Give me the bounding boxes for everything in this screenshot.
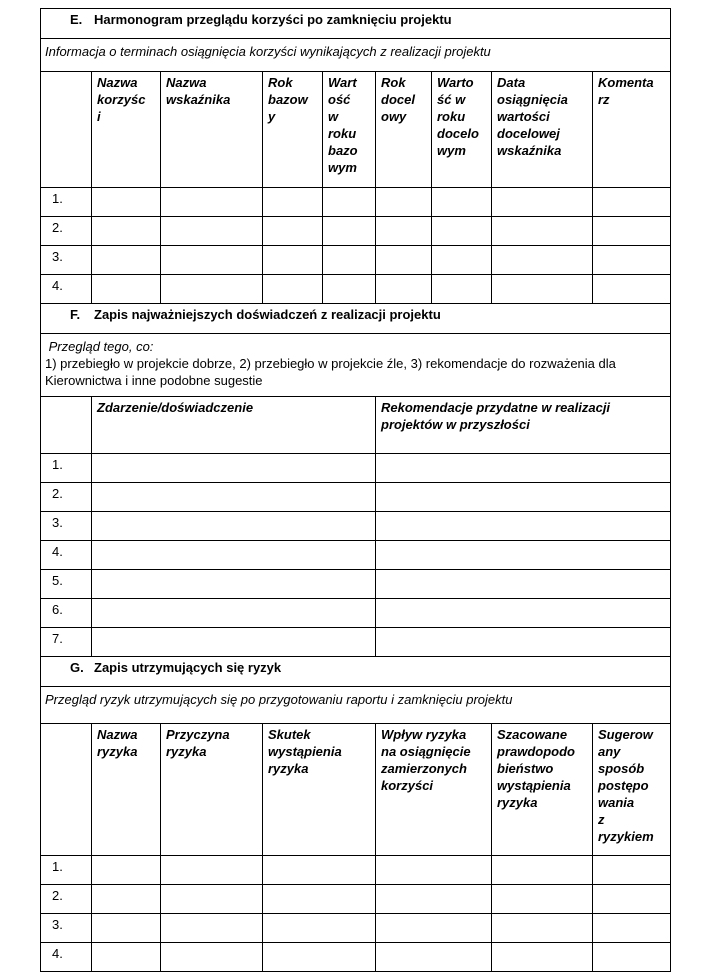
section-e-info-row: [41, 39, 671, 72]
row-number: 4.: [41, 275, 92, 304]
section-f-info-row: [41, 334, 671, 397]
header-line: docel: [381, 92, 415, 107]
table-cell[interactable]: [263, 275, 323, 304]
header-line: Wart: [328, 75, 357, 90]
section-f-header-cell: [92, 397, 376, 454]
table-cell[interactable]: [376, 217, 432, 246]
header-line: Komenta: [598, 75, 654, 90]
table-cell[interactable]: [432, 275, 492, 304]
table-row: [41, 570, 671, 599]
header-line: Rok: [381, 75, 406, 90]
section-e-column-headers: [41, 72, 671, 188]
table-cell[interactable]: [92, 275, 161, 304]
table-cell[interactable]: [593, 217, 671, 246]
section-g-header-cell: [376, 724, 492, 856]
table-cell[interactable]: [263, 217, 323, 246]
table-row: [41, 599, 671, 628]
header-line: korzyści: [381, 778, 434, 793]
header-line: i: [97, 109, 101, 124]
table-cell[interactable]: [92, 599, 376, 628]
header-line: Nazwa: [97, 727, 138, 742]
table-cell[interactable]: [161, 885, 263, 914]
section-g-header-cell: [263, 724, 376, 856]
row-number: 6.: [41, 599, 92, 628]
section-g-title-text: Zapis utrzymujących się ryzyk: [94, 660, 282, 675]
table-cell[interactable]: [376, 275, 432, 304]
table-cell[interactable]: [92, 483, 376, 512]
table-cell[interactable]: [432, 188, 492, 217]
table-row: [41, 188, 671, 217]
header-line: bazo: [328, 143, 358, 158]
table-row: [41, 628, 671, 657]
table-cell[interactable]: [593, 275, 671, 304]
header-line: w: [328, 109, 339, 124]
section-f-corner-cell: [41, 397, 92, 454]
header-line: na osiągnięcie: [381, 744, 471, 759]
table-cell[interactable]: [376, 599, 671, 628]
section-f-info-line: 1) przebiegło w projekcie dobrze, 2) przebiegło w projekcie źle, 3) rekomendacje do rozważenia dla: [45, 356, 616, 371]
section-e-title: [41, 9, 671, 39]
section-g-header-cell: [593, 724, 671, 856]
row-number: 3.: [41, 246, 92, 275]
table-cell[interactable]: [92, 885, 161, 914]
table-cell[interactable]: [161, 246, 263, 275]
header-line: Skutek: [268, 727, 311, 742]
section-f-letter: F.: [70, 307, 81, 322]
header-line: ryzyka: [497, 795, 538, 810]
report-form-table: [40, 8, 671, 972]
table-cell[interactable]: [432, 246, 492, 275]
header-line: docelo: [437, 126, 479, 141]
table-cell[interactable]: [376, 943, 492, 972]
table-row: [41, 856, 671, 885]
section-g-header-cell: [92, 724, 161, 856]
section-e-header-cell: [92, 72, 161, 188]
table-cell[interactable]: [323, 217, 376, 246]
row-number: 4.: [41, 541, 92, 570]
header-line: wystąpienia: [268, 744, 342, 759]
table-cell[interactable]: [593, 856, 671, 885]
header-line: sposób: [598, 761, 645, 776]
section-e-header-cell: [492, 72, 593, 188]
header-line: wym: [328, 160, 357, 175]
table-cell[interactable]: [593, 188, 671, 217]
section-g-header-row: [41, 657, 671, 687]
section-g-info-row: [41, 687, 671, 724]
table-cell[interactable]: [263, 914, 376, 943]
table-cell[interactable]: [376, 914, 492, 943]
header-line: ść w: [437, 92, 466, 107]
header-line: Rok: [268, 75, 293, 90]
header-line: Rekomendacje przydatne w realizacji: [381, 400, 611, 415]
table-cell[interactable]: [92, 541, 376, 570]
section-e-header-cell: [376, 72, 432, 188]
section-f-info: [41, 334, 671, 397]
table-cell[interactable]: [376, 628, 671, 657]
table-cell[interactable]: [263, 188, 323, 217]
table-row: [41, 275, 671, 304]
table-cell[interactable]: [92, 512, 376, 541]
table-cell[interactable]: [161, 188, 263, 217]
table-cell[interactable]: [376, 246, 432, 275]
header-line: ość: [328, 92, 351, 107]
table-cell[interactable]: [161, 856, 263, 885]
table-cell[interactable]: [92, 570, 376, 599]
header-line: Szacowane: [497, 727, 568, 742]
section-e-header-cell: [323, 72, 376, 188]
section-e-title-text: Harmonogram przeglądu korzyści po zamknięciu projektu: [94, 12, 452, 27]
section-e-header-cell: [593, 72, 671, 188]
header-line: Nazwa: [97, 75, 138, 90]
table-row: [41, 246, 671, 275]
table-cell[interactable]: [376, 483, 671, 512]
table-cell[interactable]: [492, 914, 593, 943]
table-cell[interactable]: [492, 856, 593, 885]
table-cell[interactable]: [593, 943, 671, 972]
header-line: Warto: [437, 75, 474, 90]
header-line: bazow: [268, 92, 308, 107]
header-line: Sugerow: [598, 727, 653, 742]
table-cell[interactable]: [92, 856, 161, 885]
table-cell[interactable]: [263, 943, 376, 972]
table-cell[interactable]: [593, 246, 671, 275]
header-line: roku: [328, 126, 357, 141]
header-line: projektów w przyszłości: [381, 417, 530, 432]
header-line: ryzyka: [268, 761, 309, 776]
header-line: wystąpienia: [497, 778, 571, 793]
header-line: osiągnięcia: [497, 92, 568, 107]
table-cell[interactable]: [376, 512, 671, 541]
header-line: ryzykiem: [598, 829, 654, 844]
section-f-title: [41, 304, 671, 334]
table-row: [41, 541, 671, 570]
section-g-corner-cell: [41, 724, 92, 856]
section-e-header-row: [41, 9, 671, 39]
table-cell[interactable]: [161, 275, 263, 304]
section-e-header-cell: [263, 72, 323, 188]
table-cell[interactable]: [161, 217, 263, 246]
table-cell[interactable]: [492, 217, 593, 246]
table-row: [41, 943, 671, 972]
table-cell[interactable]: [323, 246, 376, 275]
row-number: 1.: [41, 856, 92, 885]
header-line: wartości: [497, 109, 550, 124]
section-g-letter: G.: [70, 660, 84, 675]
header-line: Nazwa: [166, 75, 207, 90]
row-number: 3.: [41, 512, 92, 541]
table-cell[interactable]: [593, 914, 671, 943]
row-number: 4.: [41, 943, 92, 972]
header-line: ryzyka: [166, 744, 207, 759]
row-number: 2.: [41, 217, 92, 246]
section-f-header-row: [41, 304, 671, 334]
table-cell[interactable]: [432, 217, 492, 246]
section-e-info: Informacja o terminach osiągnięcia korzyści wynikających z realizacji projektu: [41, 39, 671, 72]
header-line: Data: [497, 75, 526, 90]
section-f-info-line: Kierownictwa i inne podobne sugestie: [45, 373, 263, 388]
table-cell[interactable]: [376, 885, 492, 914]
row-number: 2.: [41, 483, 92, 512]
header-line: prawdopodo: [497, 744, 575, 759]
header-line: any: [598, 744, 621, 759]
section-f-title-text: Zapis najważniejszych doświadczeń z realizacji projektu: [94, 307, 441, 322]
row-number: 1.: [41, 188, 92, 217]
table-row: [41, 512, 671, 541]
table-cell[interactable]: [161, 914, 263, 943]
section-g-column-headers: [41, 724, 671, 856]
header-line: Przyczyna: [166, 727, 230, 742]
header-line: wym: [437, 143, 466, 158]
header-line: wania: [598, 795, 635, 810]
header-line: korzyśc: [97, 92, 146, 107]
table-cell[interactable]: [376, 856, 492, 885]
table-cell[interactable]: [92, 188, 161, 217]
table-cell[interactable]: [92, 914, 161, 943]
row-number: 5.: [41, 570, 92, 599]
table-row: [41, 885, 671, 914]
section-e-corner-cell: [41, 72, 92, 188]
table-cell[interactable]: [376, 188, 432, 217]
row-number: 7.: [41, 628, 92, 657]
table-cell[interactable]: [492, 246, 593, 275]
table-row: [41, 914, 671, 943]
header-line: bieństwo: [497, 761, 554, 776]
table-cell[interactable]: [323, 188, 376, 217]
header-line: wskaźnika: [497, 143, 562, 158]
table-cell[interactable]: [92, 217, 161, 246]
header-line: wskaźnika: [166, 92, 231, 107]
table-cell[interactable]: [492, 188, 593, 217]
header-line: z: [598, 812, 605, 827]
table-cell[interactable]: [92, 246, 161, 275]
row-number: 1.: [41, 454, 92, 483]
table-cell[interactable]: [492, 943, 593, 972]
section-g-info: Przegląd ryzyk utrzymujących się po przygotowaniu raportu i zamknięciu projektu: [41, 687, 671, 724]
table-cell[interactable]: [92, 628, 376, 657]
table-cell[interactable]: [376, 541, 671, 570]
table-cell[interactable]: [263, 246, 323, 275]
section-f-info-lead: Przegląd tego, co:: [48, 339, 154, 354]
header-line: Wpływ ryzyka: [381, 727, 467, 742]
table-cell[interactable]: [263, 856, 376, 885]
table-cell[interactable]: [323, 275, 376, 304]
table-cell[interactable]: [92, 943, 161, 972]
row-number: 3.: [41, 914, 92, 943]
section-e-header-cell: [432, 72, 492, 188]
table-row: [41, 454, 671, 483]
header-line: Zdarzenie/doświadczenie: [97, 400, 254, 415]
header-line: y: [268, 109, 276, 124]
section-e-header-cell: [161, 72, 263, 188]
header-line: ryzyka: [97, 744, 138, 759]
table-cell[interactable]: [492, 275, 593, 304]
section-g-header-cell: [492, 724, 593, 856]
table-row: [41, 217, 671, 246]
table-cell[interactable]: [161, 943, 263, 972]
section-g-header-cell: [161, 724, 263, 856]
row-number: 2.: [41, 885, 92, 914]
header-line: docelowej: [497, 126, 560, 141]
table-cell[interactable]: [492, 885, 593, 914]
section-f-column-headers: [41, 397, 671, 454]
section-e-letter: E.: [70, 12, 83, 27]
table-row: [41, 483, 671, 512]
table-cell[interactable]: [92, 454, 376, 483]
header-line: roku: [437, 109, 466, 124]
table-cell[interactable]: [376, 570, 671, 599]
header-line: zamierzonych: [381, 761, 467, 776]
section-g-title: [41, 657, 671, 687]
table-cell[interactable]: [376, 454, 671, 483]
header-line: postępo: [598, 778, 649, 793]
section-f-header-cell: [376, 397, 671, 454]
table-cell[interactable]: [593, 885, 671, 914]
header-line: rz: [598, 92, 610, 107]
table-cell[interactable]: [263, 885, 376, 914]
header-line: owy: [381, 109, 407, 124]
